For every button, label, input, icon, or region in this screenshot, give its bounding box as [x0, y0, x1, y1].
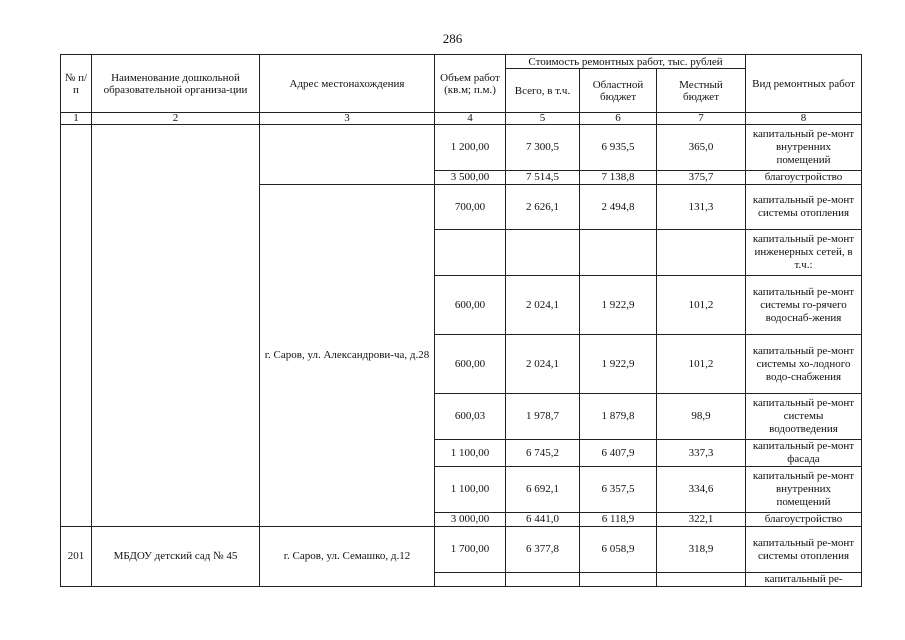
column-number: 3	[260, 113, 435, 125]
header-volume: Объем работ (кв.м; п.м.)	[435, 55, 506, 113]
local-cell	[657, 573, 746, 587]
header-regional: Областной бюджет	[580, 69, 657, 113]
work-type-cell: капитальный ре-	[746, 573, 862, 587]
column-number: 1	[61, 113, 92, 125]
volume-cell: 600,03	[435, 394, 506, 440]
total-cell: 7 514,5	[506, 171, 580, 185]
total-cell: 6 745,2	[506, 440, 580, 467]
volume-cell: 3 000,00	[435, 513, 506, 527]
regional-cell: 6 407,9	[580, 440, 657, 467]
work-type-cell: капитальный ре-монт фасада	[746, 440, 862, 467]
work-type-cell: капитальный ре-монт системы отопления	[746, 527, 862, 573]
header-work-type: Вид ремонтных работ	[746, 55, 862, 113]
regional-cell: 6 935,5	[580, 125, 657, 171]
column-number: 6	[580, 113, 657, 125]
work-type-cell: капитальный ре-монт системы отопления	[746, 185, 862, 230]
work-type-cell: благоустройство	[746, 513, 862, 527]
column-number-row	[61, 113, 862, 125]
header-cost-group: Стоимость ремонтных работ, тыс. рублей	[506, 55, 746, 69]
regional-cell: 6 118,9	[580, 513, 657, 527]
work-type-cell: капитальный ре-монт системы водоотведения	[746, 394, 862, 440]
work-type-cell: капитальный ре-монт внутренних помещений	[746, 125, 862, 171]
total-cell	[506, 573, 580, 587]
regional-cell	[580, 573, 657, 587]
page-number: 286	[442, 31, 463, 46]
table-row	[61, 527, 862, 573]
repair-works-table	[60, 54, 862, 587]
work-type-cell: капитальный ре-монт системы го-рячего водоснаб-жения	[746, 276, 862, 335]
volume-cell: 700,00	[435, 185, 506, 230]
local-cell: 375,7	[657, 171, 746, 185]
column-number: 2	[92, 113, 260, 125]
total-cell: 2 024,1	[506, 335, 580, 394]
local-cell: 365,0	[657, 125, 746, 171]
work-type-cell: капитальный ре-монт инженерных сетей, в т.ч.:	[746, 230, 862, 276]
header-total: Всего, в т.ч.	[506, 69, 580, 113]
local-cell: 131,3	[657, 185, 746, 230]
regional-cell: 1 922,9	[580, 335, 657, 394]
local-cell: 322,1	[657, 513, 746, 527]
local-cell	[657, 230, 746, 276]
org-cell	[92, 125, 260, 527]
regional-cell	[580, 230, 657, 276]
total-cell: 7 300,5	[506, 125, 580, 171]
local-cell: 337,3	[657, 440, 746, 467]
volume-cell: 1 700,00	[435, 527, 506, 573]
header-org: Наименование дошкольной образовательной организа-ции	[92, 55, 260, 113]
rownum-cell: 201	[61, 527, 92, 587]
work-type-cell: благоустройство	[746, 171, 862, 185]
column-number: 4	[435, 113, 506, 125]
volume-cell: 600,00	[435, 276, 506, 335]
header-num: № п/п	[61, 55, 92, 113]
regional-cell: 1 879,8	[580, 394, 657, 440]
total-cell: 2 626,1	[506, 185, 580, 230]
local-cell: 318,9	[657, 527, 746, 573]
volume-cell: 1 100,00	[435, 467, 506, 513]
work-type-cell: капитальный ре-монт внутренних помещений	[746, 467, 862, 513]
volume-cell	[435, 230, 506, 276]
total-cell: 1 978,7	[506, 394, 580, 440]
volume-cell: 3 500,00	[435, 171, 506, 185]
column-number: 7	[657, 113, 746, 125]
rownum-cell	[61, 125, 92, 527]
column-number: 8	[746, 113, 862, 125]
local-cell: 334,6	[657, 467, 746, 513]
volume-cell	[435, 573, 506, 587]
total-cell	[506, 230, 580, 276]
total-cell: 6 377,8	[506, 527, 580, 573]
volume-cell: 1 200,00	[435, 125, 506, 171]
table-row	[61, 125, 862, 171]
regional-cell: 7 138,8	[580, 171, 657, 185]
regional-cell: 1 922,9	[580, 276, 657, 335]
org-cell: МБДОУ детский сад № 45	[92, 527, 260, 587]
header-local: Местный бюджет	[657, 69, 746, 113]
regional-cell: 6 357,5	[580, 467, 657, 513]
total-cell: 6 441,0	[506, 513, 580, 527]
volume-cell: 1 100,00	[435, 440, 506, 467]
column-number: 5	[506, 113, 580, 125]
total-cell: 6 692,1	[506, 467, 580, 513]
regional-cell: 2 494,8	[580, 185, 657, 230]
total-cell: 2 024,1	[506, 276, 580, 335]
regional-cell: 6 058,9	[580, 527, 657, 573]
address-cell	[260, 125, 435, 185]
address-cell: г. Саров, ул. Александрови-ча, д.28	[260, 185, 435, 527]
volume-cell: 600,00	[435, 335, 506, 394]
local-cell: 98,9	[657, 394, 746, 440]
local-cell: 101,2	[657, 276, 746, 335]
header-address: Адрес местонахождения	[260, 55, 435, 113]
local-cell: 101,2	[657, 335, 746, 394]
work-type-cell: капитальный ре-монт системы хо-лодного водо-снабжения	[746, 335, 862, 394]
address-cell: г. Саров, ул. Семашко, д.12	[260, 527, 435, 587]
